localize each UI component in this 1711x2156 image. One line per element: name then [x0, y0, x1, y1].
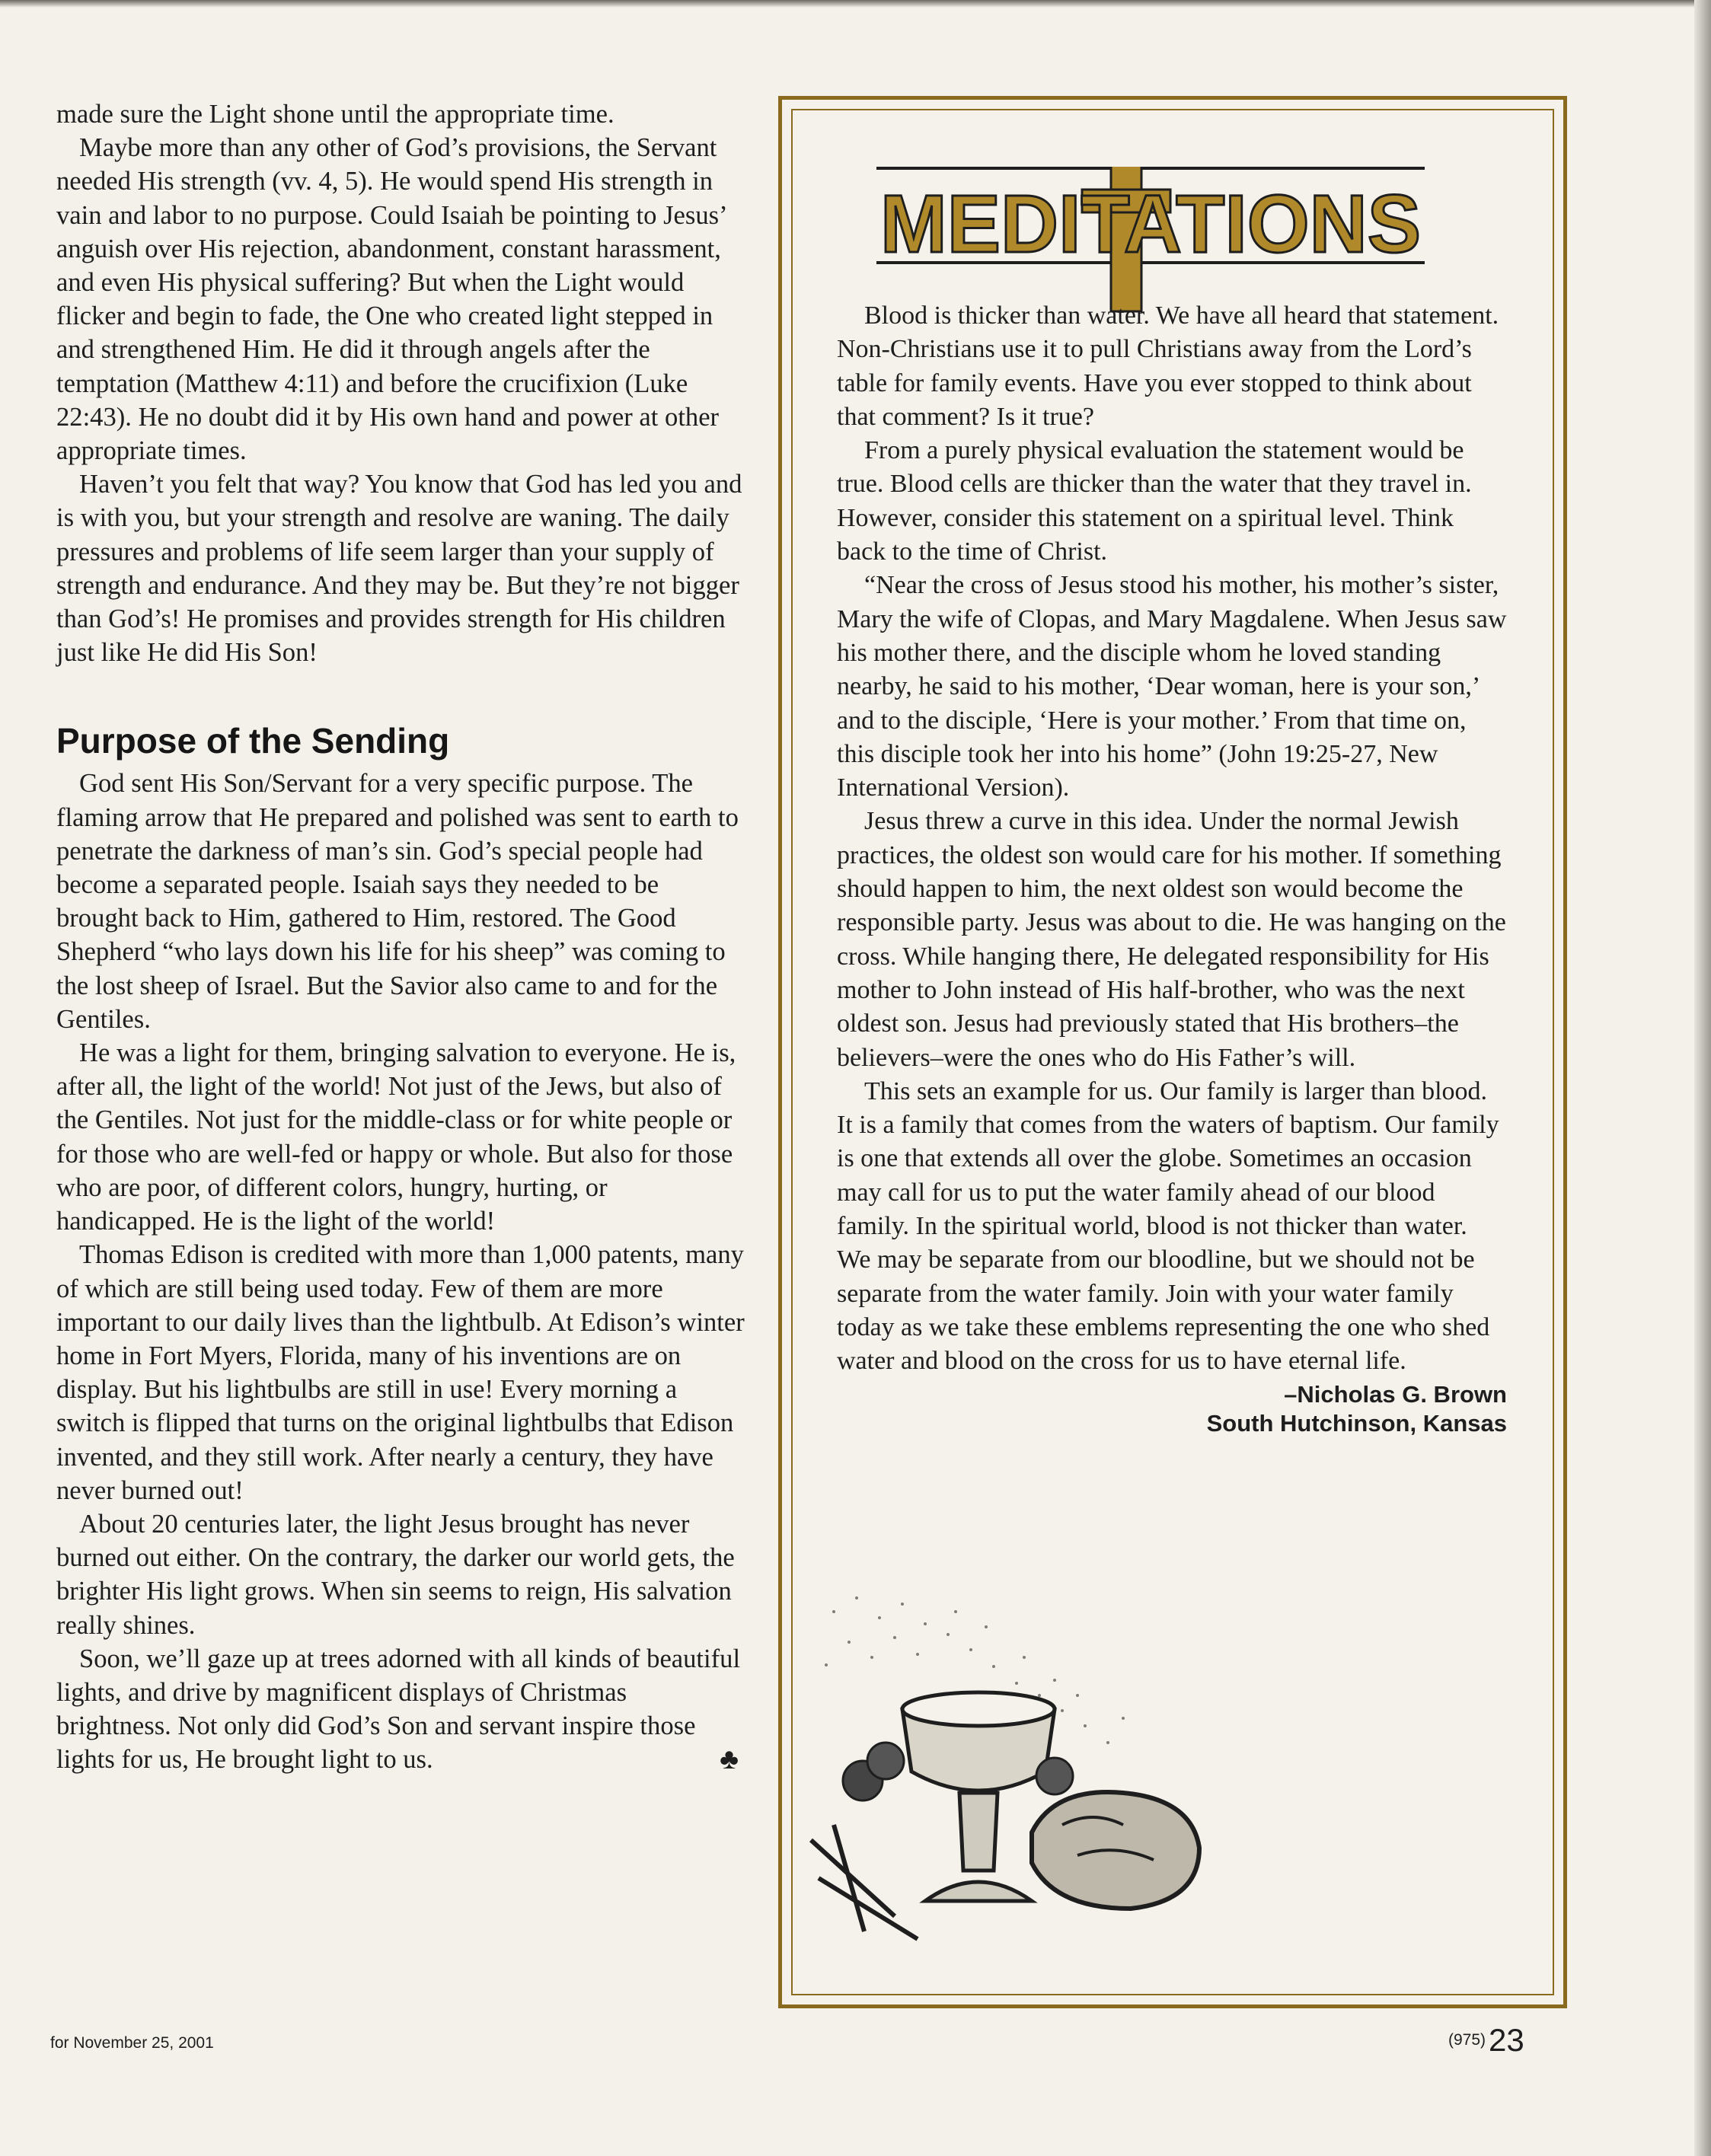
- body-paragraph: He was a light for them, bringing salvation to everyone. He is, after all, the light of the world! Not just of the Jews, but also of the Gentiles. Not just for the middle-class or for white people or for those who are well-fed or happy or whole. But also for those who are poor, of different colors, hungry, hurting, or handicapped. He is the light of the world!: [56, 1038, 736, 1236]
- author-location: South Hutchinson, Kansas: [1206, 1409, 1507, 1437]
- meditations-paragraph: Jesus threw a curve in this idea. Under the normal Jewish practices, the oldest son would care for his mother. If something should happen to him, the next oldest son would become the responsible party. Jesus was about to die. He was hanging on the cross. While hanging there, He delegated responsibility for His mother to John instead of His half-brother, who was the next oldest son. Jesus had previously stated that His brothers–the believers–were the ones who do His Father’s will.: [837, 807, 1506, 1072]
- section-heading: Purpose of the Sending: [56, 721, 450, 761]
- meditations-title-logo: [876, 167, 1425, 319]
- communion-cup-bread-illustration: [803, 1581, 1230, 1962]
- end-of-article-icon: ♣: [720, 1743, 739, 1776]
- body-paragraph-text: Soon, we’ll gaze up at trees adorned with all kinds of beautiful lights, and drive by magnificent displays of Christmas brightness. Not only did God’s Son and servant inspire those lights for us, He brought light to us.: [56, 1644, 741, 1775]
- body-paragraph: Haven’t you felt that way? You know that God has led you and is with you, but your strength and resolve are waning. The daily pressures and problems of life seem larger than your supply of strength and endurance. And they may be. But they’re not bigger than God’s! He promises and provides strength for His children just like He did His Son!: [56, 470, 742, 668]
- page-number: 23: [1489, 2022, 1524, 2058]
- meditations-title: MEDITATIONS: [880, 177, 1421, 270]
- meditations-box: [778, 96, 1567, 2008]
- page-top-edge: [0, 0, 1711, 8]
- meditations-paragraph: “Near the cross of Jesus stood his mother, his mother’s sister, Mary the wife of Clopas, and Mary Magdalene. When Jesus saw his mother there, and the disciple whom he loved standing nearby, he said to his mother, ‘Dear woman, here is your son,’ and to the disciple, ‘Here is your mother.’ From that time on, this disciple took her into his home” (John 19:25-27, New International Version).: [837, 571, 1507, 802]
- meditations-paragraph: Blood is thicker than water. We have all heard that statement. Non-Christians use it to pull Christians away from the Lord’s table for family events. Have you ever stopped to think about that comment? Is it true?: [837, 301, 1499, 431]
- byline: [837, 1380, 1507, 1438]
- meditations-body: [837, 299, 1507, 1438]
- body-paragraph: [56, 1642, 745, 1777]
- page-number-block: [1448, 2022, 1524, 2059]
- author-name: –Nicholas G. Brown: [1284, 1380, 1507, 1408]
- body-paragraph: About 20 centuries later, the light Jesus brought has never burned out either. On the contrary, the darker our world gets, the brighter His light grows. When sin seems to reign, His salvation really shines.: [56, 1509, 735, 1640]
- left-column: [56, 97, 745, 1777]
- body-paragraph: Maybe more than any other of God’s provisions, the Servant needed His strength (vv. 4, 5). He would spend His strength in vain and labor to no purpose. Could Isaiah be pointing to Jesus’ anguish over His rejection, abandonment, constant harassment, and even His physical suffering? But when the Light would flicker and begin to fade, the One who created light stepped in and strengthened Him. He did it through angels after the temptation (Matthew 4:11) and before the crucifixion (Luke 22:43). He no doubt did it by His own hand and power at other appropriate times.: [56, 133, 726, 466]
- page-binding-shadow: [1694, 0, 1711, 2156]
- issue-date: for November 25, 2001: [50, 2034, 214, 2052]
- body-paragraph: made sure the Light shone until the appropriate time.: [56, 100, 614, 129]
- body-paragraph: Thomas Edison is credited with more than 1,000 patents, many of which are still being used today. Few of them are more important to our daily lives than the lightbulb. At Edison’s winter home in Fort Myers, Florida, many of his inventions are on display. But his lightbulbs are still in use! Every morning a switch is flipped that turns on the original lightbulbs that Edison invented, and they still work. After nearly a century, they have never burned out!: [56, 1240, 745, 1505]
- page-code: (975): [1448, 2031, 1486, 2049]
- body-paragraph: God sent His Son/Servant for a very specific purpose. The flaming arrow that He prepared and polished was sent to earth to penetrate the darkness of man’s sin. God’s special people had become a separated people. Isaiah says they needed to be brought back to Him, gathered to Him, restored. The Good Shepherd “who lays down his life for his sheep” was coming to the lost sheep of Israel. But the Savior also came to and for the Gentiles.: [56, 769, 739, 1034]
- meditations-paragraph: This sets an example for us. Our family is larger than blood. It is a family that comes from the waters of baptism. Our family is one that extends all over the globe. Sometimes an occasion may call for us to put the water family ahead of our blood family. In the spiritual world, blood is not thicker than water. We may be separate from our bloodline, but we should not be separate from the water family. Join with your water family today as we take these emblems representing the one who shed water and blood on the cross for us to have eternal life.: [837, 1076, 1499, 1376]
- meditations-paragraph: From a purely physical evaluation the statement would be true. Blood cells are thicker than the water that they travel in. However, consider this statement on a spiritual level. Think back to the time of Christ.: [837, 436, 1472, 566]
